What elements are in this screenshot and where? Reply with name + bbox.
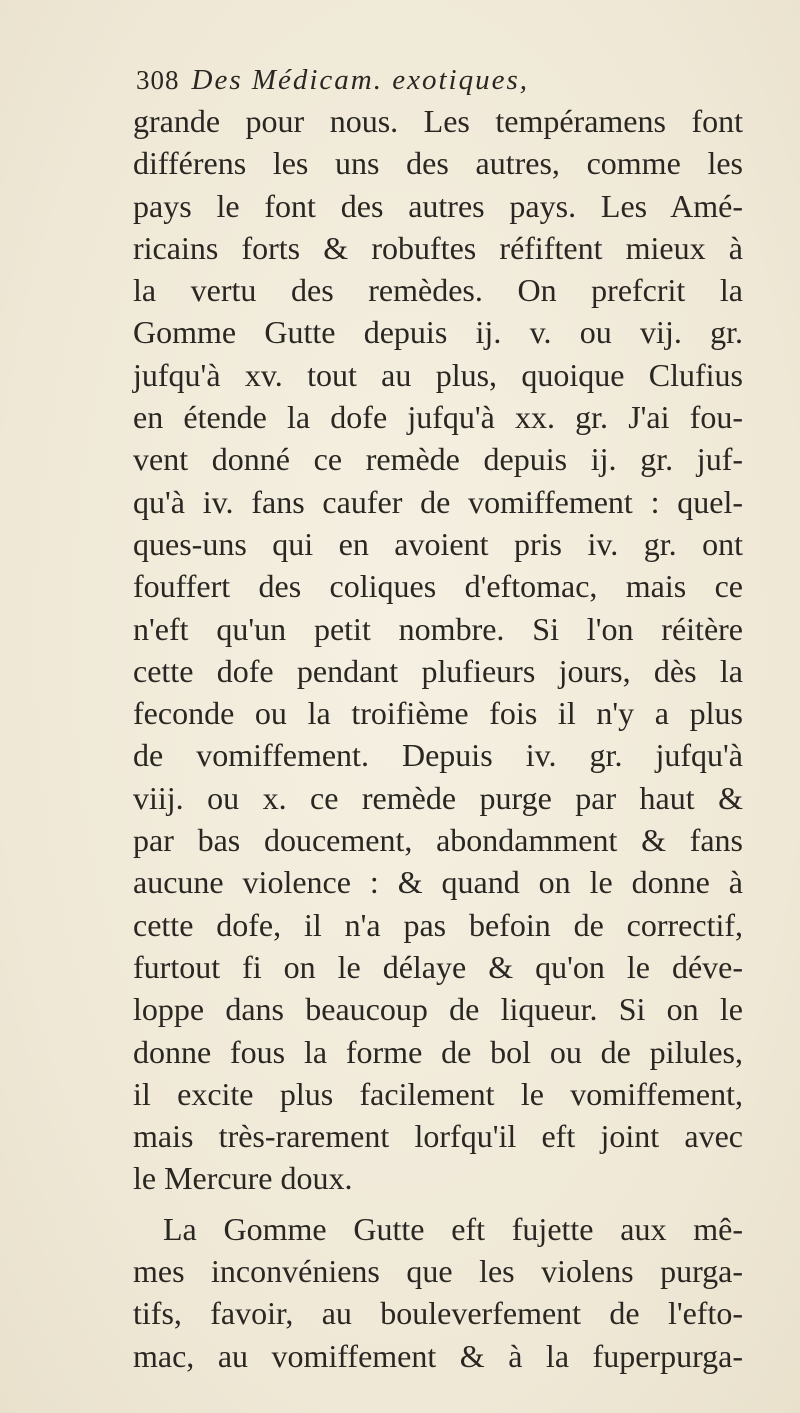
text-line: viij. ou x. ce remède purge par haut &: [133, 779, 743, 816]
text-line: n'eft qu'un petit nombre. Si l'on réitère: [133, 610, 743, 647]
text-line: il excite plus facilement le vomiffement,: [133, 1075, 743, 1112]
page-number: 308: [136, 65, 180, 95]
text-line: La Gomme Gutte eft fujette aux mê-: [163, 1210, 743, 1247]
text-line: ricains forts & robuftes réfiftent mieux à: [133, 229, 743, 266]
text-line: la vertu des remèdes. On prefcrit la: [133, 272, 743, 309]
text-line: qu'à iv. fans caufer de vomiffement : quel-: [133, 483, 743, 520]
text-line: Gomme Gutte depuis ij. v. ou vij. gr.: [133, 314, 743, 351]
text-line: loppe dans beaucoup de liqueur. Si on le: [133, 991, 743, 1028]
text-line: vent donné ce remède depuis ij. gr. juf-: [133, 441, 743, 478]
body-text: [133, 100, 743, 1377]
text-line: de vomiffement. Depuis iv. gr. jufqu'à: [133, 737, 743, 774]
text-line: mac, au vomiffement & à la fuperpurga-: [133, 1337, 743, 1374]
text-line: pays le font des autres pays. Les Amé-: [133, 187, 743, 224]
text-line: par bas doucement, abondamment & fans: [133, 822, 743, 859]
text-line: jufqu'à xv. tout au plus, quoique Clufius: [133, 356, 743, 393]
text-line: furtout fi on le délaye & qu'on le déve-: [133, 948, 743, 985]
text-line: donne fous la forme de bol ou de pilules,: [133, 1033, 743, 1070]
text-line: mes inconvéniens que les violens purga-: [133, 1253, 743, 1290]
text-line: différens les uns des autres, comme les: [133, 145, 743, 182]
text-line: ques-uns qui en avoient pris iv. gr. ont: [133, 525, 743, 562]
text-line: tifs, favoir, au bouleverfement de l'efto-: [133, 1295, 743, 1332]
text-line: fouffert des coliques d'eftomac, mais ce: [133, 568, 743, 605]
text-line: mais très-rarement lorfqu'il eft joint avec: [133, 1118, 743, 1155]
text-line: le Mercure doux.: [133, 1160, 353, 1197]
text-line: cette dofe pendant plufieurs jours, dès la: [133, 652, 743, 689]
text-line: en étende la dofe jufqu'à xx. gr. J'ai fou-: [133, 399, 743, 436]
running-head: Des Médicam. exotiques,: [191, 64, 530, 96]
text-line: aucune violence : & quand on le donne à: [133, 864, 743, 901]
page-header: [136, 64, 736, 104]
paragraph-2: [133, 1208, 743, 1377]
paragraph-1: [133, 100, 743, 1200]
text-line: feconde ou la troifième fois il n'y a plus: [133, 695, 743, 732]
text-line: cette dofe, il n'a pas befoin de correctif,: [133, 906, 743, 943]
text-line: grande pour nous. Les tempéramens font: [133, 103, 743, 139]
